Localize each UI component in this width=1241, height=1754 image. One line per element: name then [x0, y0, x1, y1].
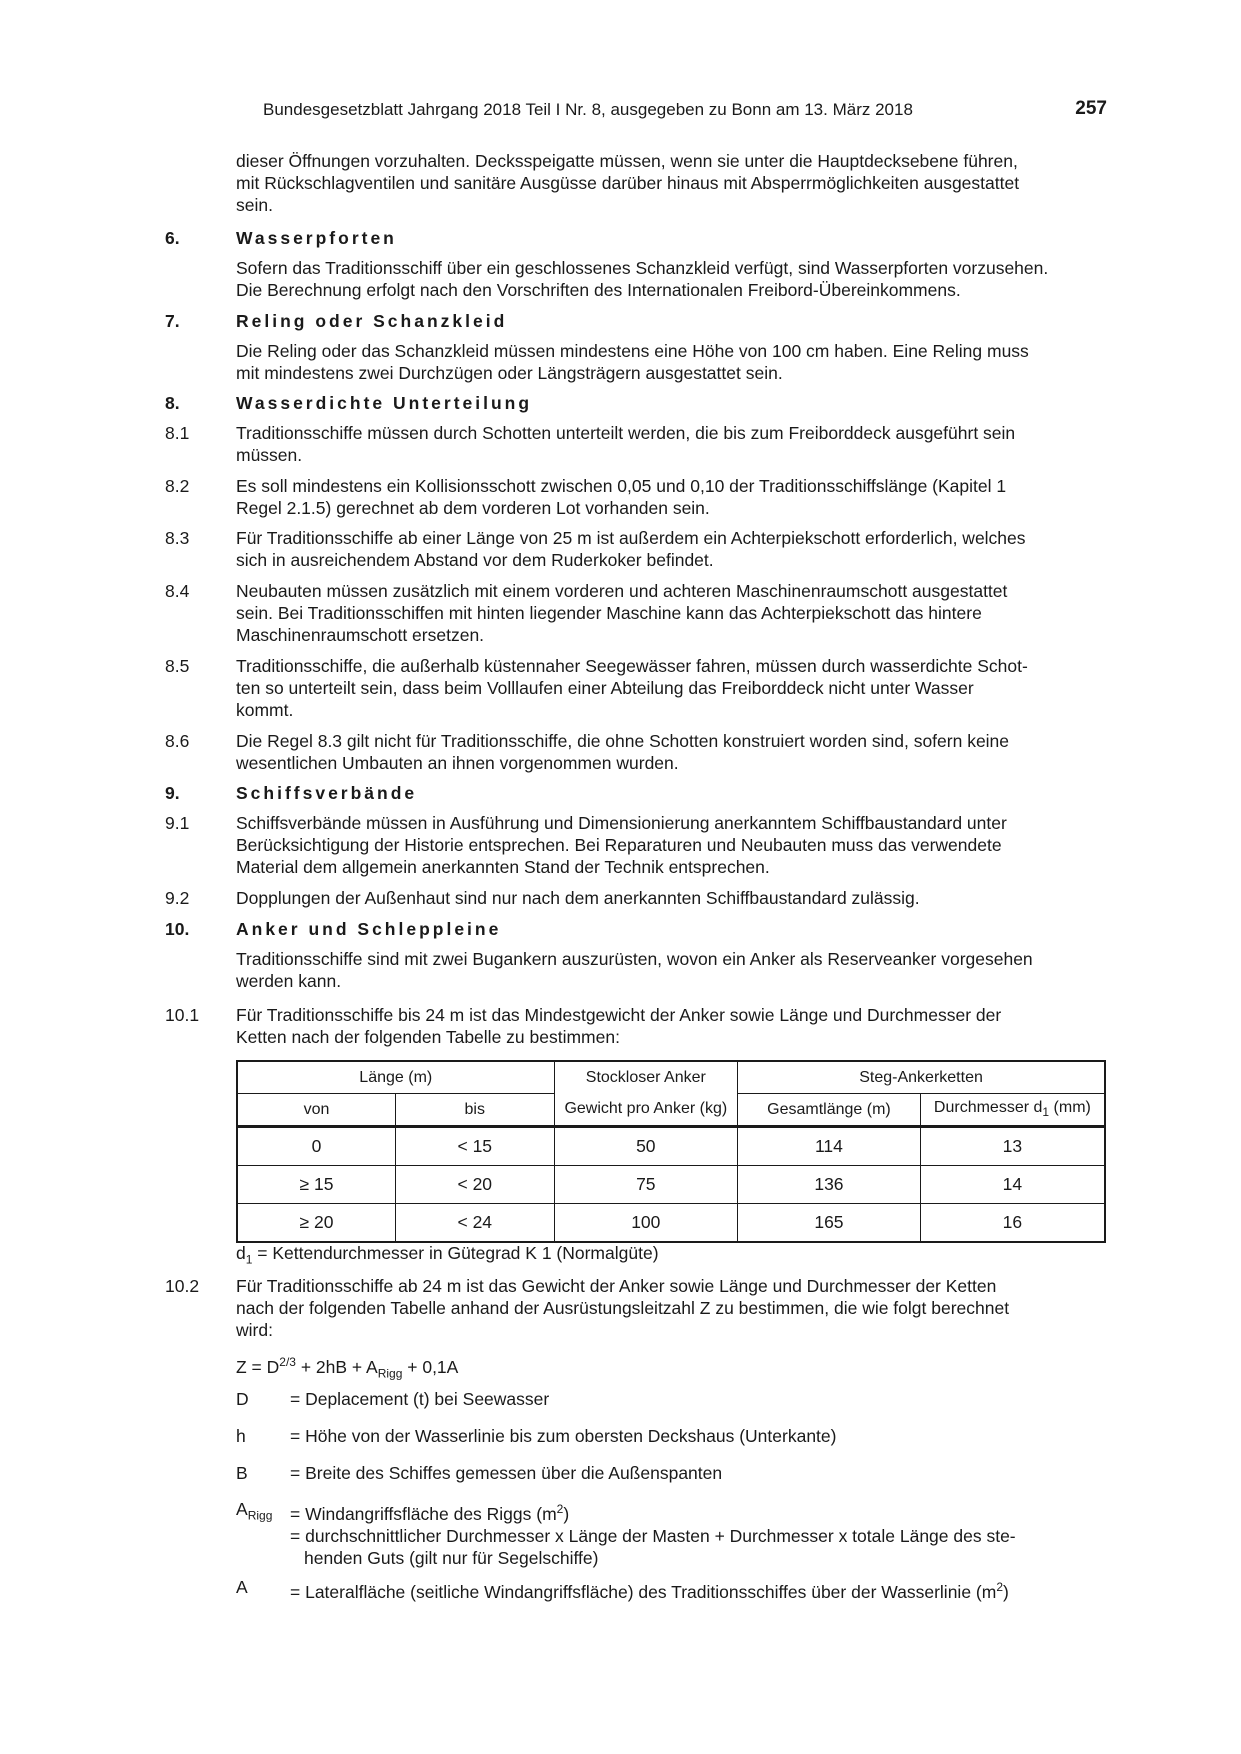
text-line: = durchschnittlicher Durchmesser x Länge der Masten + Durchmesser x totale Länge des ste-: [290, 1525, 1016, 1546]
text-line: Ketten nach der folgenden Tabelle zu bestimmen:: [236, 1027, 620, 1047]
text-line: Die Berechnung erfolgt nach den Vorschriften des Internationalen Freibord-Übereinkommens.: [236, 280, 961, 300]
text-line: mit mindestens zwei Durchzügen oder Längsträgern ausgestattet sein.: [236, 363, 783, 383]
text-line: Traditionsschiffe sind mit zwei Bugankern auszurüsten, wovon ein Anker als Reserveanker vorgesehen: [236, 949, 1033, 969]
superscript: 2: [996, 1580, 1004, 1594]
table-row: [237, 1204, 1105, 1243]
section-number: 9.: [165, 783, 180, 803]
table-header-row: [237, 1094, 1105, 1127]
text-line: nach der folgenden Tabelle anhand der Ausrüstungsleitzahl Z zu bestimmen, die wie folgt berechnet: [236, 1298, 1010, 1318]
superscript: 2: [556, 1502, 564, 1516]
clause-number: 9.2: [165, 888, 190, 908]
intro-paragraph: [236, 150, 1106, 216]
clause-text: [236, 527, 1106, 571]
clause-text: [236, 1275, 1106, 1341]
section-heading: Wasserpforten: [236, 228, 397, 248]
clause-number: 8.5: [165, 656, 190, 676]
table-header-row: [237, 1061, 1105, 1094]
text-line: Neubauten müssen zusätzlich mit einem vorderen und achteren Maschinenraumschott ausgestattet: [236, 581, 1008, 601]
table-cell: 100: [554, 1204, 738, 1243]
table-cell: < 20: [396, 1166, 555, 1204]
definition-symbol: D: [236, 1389, 249, 1409]
table-note: [236, 1242, 1106, 1271]
text-line: Dopplungen der Außenhaut sind nur nach dem anerkannten Schiffbaustandard zulässig.: [236, 888, 920, 908]
section-paragraph: [236, 340, 1106, 384]
text-line: wesentlichen Umbauten an ihnen vorgenommen wurden.: [236, 753, 679, 773]
clause-text: [236, 1004, 1106, 1048]
text-line: Die Reling oder das Schanzkleid müssen mindestens eine Höhe von 100 cm haben. Eine Reling muss: [236, 341, 1029, 361]
header-cell: Gewicht pro Anker (kg): [554, 1094, 738, 1127]
clause-number: 8.3: [165, 528, 190, 548]
text-line: kommt.: [236, 700, 294, 720]
table-cell: < 24: [396, 1204, 555, 1243]
text-line: Berücksichtigung der Historie entsprechen. Bei Reparaturen und Neubauten muss das verwendete: [236, 835, 1002, 855]
clause-text: [236, 812, 1106, 878]
text-line: Für Traditionsschiffe ab 24 m ist das Gewicht der Anker sowie Länge und Durchmesser der Ketten: [236, 1276, 997, 1296]
symbol-text: A: [236, 1499, 248, 1519]
header-title: Bundesgesetzblatt Jahrgang 2018 Teil I Nr. 8, ausgegeben zu Bonn am 13. März 2018: [263, 100, 913, 119]
table-row: [237, 1127, 1105, 1166]
table-cell: 0: [237, 1127, 396, 1166]
page-number: 257: [1075, 98, 1107, 119]
text-line: Für Traditionsschiffe bis 24 m ist das Mindestgewicht der Anker sowie Länge und Durchmesser der: [236, 1005, 1002, 1025]
definition-text: [290, 1576, 1106, 1603]
formula: [236, 1351, 1106, 1384]
text-line: sich in ausreichendem Abstand vor dem Ruderkoker befindet.: [236, 550, 714, 570]
text-line: sein.: [236, 195, 273, 215]
subscript: Rigg: [377, 1366, 403, 1381]
clause-number: 8.2: [165, 476, 190, 496]
table-cell: 16: [920, 1204, 1105, 1243]
page-header: [263, 98, 1107, 120]
definition-symbol: A: [236, 1577, 248, 1597]
header-cell: von: [237, 1094, 396, 1127]
clause-number: 9.1: [165, 813, 190, 833]
text-line: Sofern das Traditionsschiff über ein geschlossenes Schanzkleid verfügt, sind Wasserpforten vorzusehen.: [236, 258, 1049, 278]
header-cell: Stockloser Anker: [554, 1061, 738, 1094]
text-line: wird:: [236, 1320, 273, 1340]
text-line: Traditionsschiffe müssen durch Schotten unterteilt werden, die bis zum Freiborddeck ausgeführt sein: [236, 423, 1016, 443]
text-line: Material dem allgemein anerkannten Stand der Technik entsprechen.: [236, 857, 770, 877]
text-line: Für Traditionsschiffe ab einer Länge von 25 m ist außerdem ein Achterpiekschott erforderlich, welches: [236, 528, 1026, 548]
clause-text: [236, 655, 1106, 721]
section-heading: Reling oder Schanzkleid: [236, 311, 508, 331]
text-part: = Lateralfläche (seitliche Windangriffsfläche) des Traditionsschiffes über der Wasserlinie (m: [290, 1581, 997, 1602]
text-line: Maschinenraumschott ersetzen.: [236, 625, 485, 645]
table-cell: < 15: [396, 1127, 555, 1166]
section-number: 8.: [165, 393, 180, 413]
clause-number: 8.1: [165, 423, 190, 443]
clause-number: 8.4: [165, 581, 190, 601]
text-part: ): [1003, 1581, 1009, 1602]
section-heading: Wasserdichte Unterteilung: [236, 393, 533, 413]
clause-number: 10.1: [165, 1005, 200, 1025]
text-line: Schiffsverbände müssen in Ausführung und Dimensionierung anerkanntem Schiffbaustandard unter: [236, 813, 1007, 833]
header-cell: Gesamtlänge (m): [738, 1094, 921, 1127]
superscript: 2/3: [279, 1355, 296, 1369]
text-line: [290, 1498, 1106, 1525]
table-cell: 136: [738, 1166, 921, 1204]
table-cell: 14: [920, 1166, 1105, 1204]
section-paragraph: [236, 948, 1106, 992]
subscript: Rigg: [247, 1508, 273, 1523]
clause-text: [236, 730, 1106, 774]
table-cell: 50: [554, 1127, 738, 1166]
section-paragraph: [236, 257, 1106, 301]
clause-text: [236, 580, 1106, 646]
header-text: (mm): [1049, 1099, 1091, 1117]
text-line: ten so unterteilt sein, dass beim Volllaufen einer Abteilung das Freiborddeck nicht unter Wasser: [236, 678, 974, 698]
definition-text: = Deplacement (t) bei Seewasser: [290, 1389, 550, 1409]
note-text: d: [236, 1243, 246, 1263]
table-row: [237, 1166, 1105, 1204]
text-line: müssen.: [236, 445, 303, 465]
text-line: sein. Bei Traditionsschiffen mit hinten liegender Maschine kann das Achterpiekschott das hintere: [236, 603, 982, 623]
definition-symbol: B: [236, 1463, 248, 1483]
section-number: 6.: [165, 228, 180, 248]
anchor-table: [236, 1060, 1106, 1243]
header-cell: [920, 1094, 1105, 1127]
definition-text: = Höhe von der Wasserlinie bis zum obersten Deckshaus (Unterkante): [290, 1426, 837, 1446]
clause-text: [236, 887, 1106, 909]
section-number: 7.: [165, 311, 180, 331]
formula-text: + 0,1A: [402, 1356, 459, 1377]
text-line: werden kann.: [236, 971, 342, 991]
text-line: Die Regel 8.3 gilt nicht für Traditionsschiffe, die ohne Schotten konstruiert worden sind, sofern keine: [236, 731, 1010, 751]
text-line: dieser Öffnungen vorzuhalten. Decksspeigatte müssen, wenn sie unter die Hauptdecksebene führen,: [236, 151, 1018, 171]
formula-text: + 2hB + A: [295, 1356, 378, 1377]
subscript: 1: [1042, 1105, 1050, 1120]
table-cell: 13: [920, 1127, 1105, 1166]
definition-symbol: [236, 1498, 272, 1527]
table-cell: ≥ 15: [237, 1166, 396, 1204]
section-heading: Anker und Schleppleine: [236, 919, 502, 939]
definition-text: = Breite des Schiffes gemessen über die Außenspanten: [290, 1463, 723, 1483]
text-line: Es soll mindestens ein Kollisionsschott zwischen 0,05 und 0,10 der Traditionsschiffslänge (Kapitel 1: [236, 476, 1007, 496]
clause-number: 8.6: [165, 731, 190, 751]
header-cell: Länge (m): [237, 1061, 554, 1094]
table-cell: 75: [554, 1166, 738, 1204]
table-cell: 114: [738, 1127, 921, 1166]
header-text: Durchmesser d: [933, 1099, 1043, 1117]
table-cell: 165: [738, 1204, 921, 1243]
text-line: henden Guts (gilt nur für Segelschiffe): [304, 1547, 599, 1568]
section-number: 10.: [165, 919, 190, 939]
note-text: = Kettendurchmesser in Gütegrad K 1 (Normalgüte): [252, 1243, 659, 1263]
section-heading: Schiffsverbände: [236, 783, 418, 803]
text-line: Regel 2.1.5) gerechnet ab dem vorderen Lot vorhanden sein.: [236, 498, 710, 518]
text-line: mit Rückschlagventilen und sanitäre Ausgüsse darüber hinaus mit Absperrmöglichkeiten ausgestattet: [236, 173, 1020, 193]
definition-text: [290, 1498, 1106, 1569]
header-cell: Steg-Ankerketten: [738, 1061, 1105, 1094]
text-part: = Windangriffsfläche des Riggs (m: [290, 1503, 557, 1524]
clause-text: [236, 422, 1106, 466]
definition-symbol: h: [236, 1426, 246, 1446]
text-line: Traditionsschiffe, die außerhalb küstennaher Seegewässer fahren, müssen durch wasserdichte Schot-: [236, 656, 1028, 676]
table-cell: ≥ 20: [237, 1204, 396, 1243]
subscript: 1: [245, 1252, 253, 1267]
clause-text: [236, 475, 1106, 519]
text-part: ): [563, 1503, 570, 1524]
formula-text: Z = D: [236, 1356, 280, 1377]
header-cell: bis: [396, 1094, 555, 1127]
clause-number: 10.2: [165, 1276, 200, 1296]
